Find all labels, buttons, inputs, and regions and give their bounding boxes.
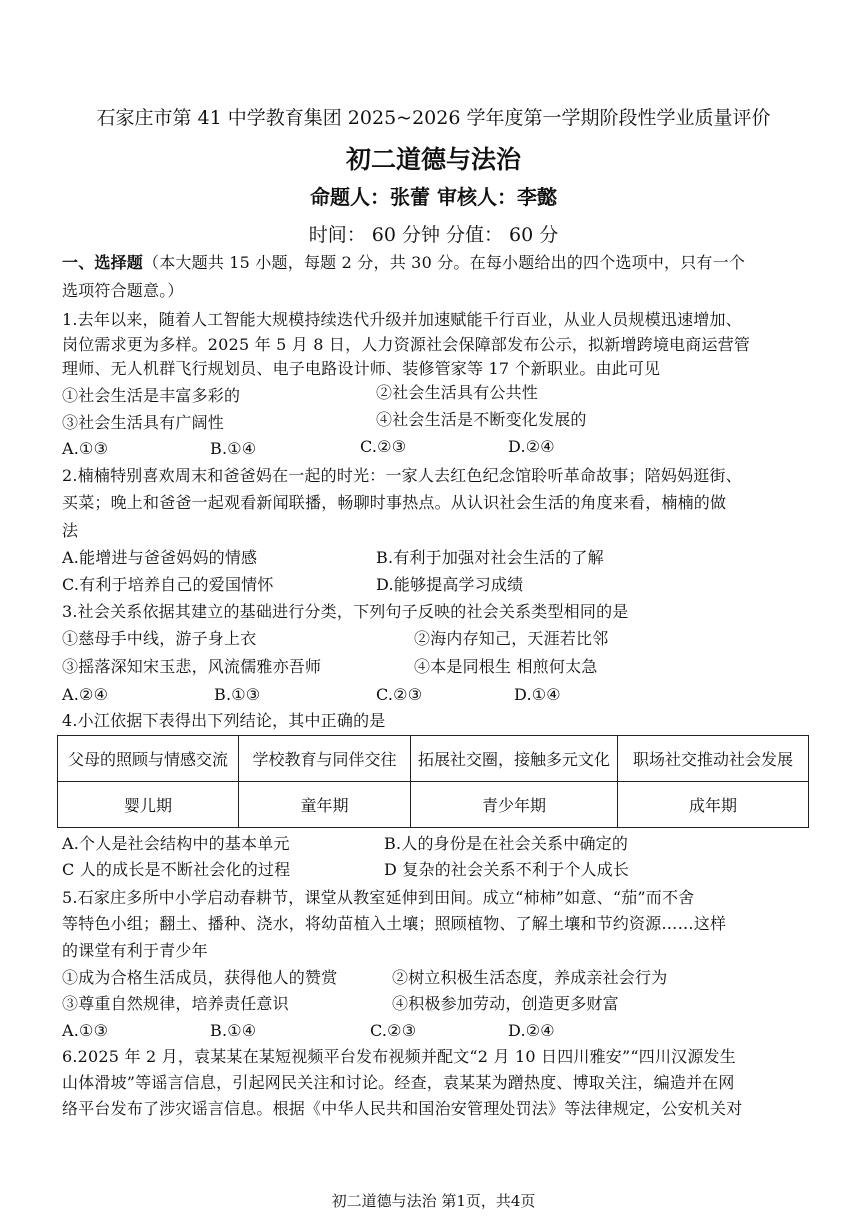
q4-stem-line-1: 4.小江依据下表得出下列结论，其中正确的是 <box>62 711 386 730</box>
time-score-line: 时间： 60 分钟 分值： 60 分 <box>308 224 559 246</box>
q4-table-cell: 青少年期 <box>411 782 618 828</box>
q4-option-a: A.个人是社会结构中的基本单元 <box>62 834 290 853</box>
q4-table-row-top <box>58 736 809 782</box>
q6-stem-line-3: 络平台发布了涉灾谣言信息。根据《中华人民共和国治安管理处罚法》等法律规定，公安机关对 <box>62 1099 743 1118</box>
q5-stem-line-3: 的课堂有利于青少年 <box>62 941 208 960</box>
q4-table <box>57 735 809 828</box>
q4-table-row-bottom <box>58 782 809 828</box>
q2-option-d: D.能够提高学习成绩 <box>376 575 524 594</box>
q3-stem-line-1: 3.社会关系依据其建立的基础进行分类，下列句子反映的社会关系类型相同的是 <box>62 602 629 621</box>
q2-option-b: B.有利于加强对社会生活的了解 <box>376 548 604 567</box>
q5-option-b: B.①④ <box>210 1021 257 1040</box>
q4-table-cell: 职场社交推动社会发展 <box>618 736 809 782</box>
q2-option-a: A.能增进与爸爸妈妈的情感 <box>62 548 258 567</box>
q4-table-cell: 拓展社交圈，接触多元文化 <box>411 736 618 782</box>
q4-table-cell: 成年期 <box>618 782 809 828</box>
q1-option-a: A.①③ <box>62 439 109 458</box>
section-heading: 一、选择题 <box>62 253 144 272</box>
q3-option-b: B.①③ <box>214 685 261 704</box>
q1-option-d: D.②④ <box>508 437 555 456</box>
section-intro-text: （本大题共 15 小题，每题 2 分，共 30 分。在每小题给出的四个选项中，只有一个 <box>143 253 746 272</box>
q5-stem-line-1: 5.石家庄多所中小学启动春耕节，课堂从教室延伸到田间。成立“柿柿”如意、“茄”而不舍 <box>62 888 695 907</box>
q4-option-b: B.人的身份是在社会关系中确定的 <box>384 834 629 853</box>
q5-option-d: D.②④ <box>508 1021 555 1040</box>
section-intro-line-2: 选项符合题意。） <box>62 281 184 300</box>
q4-table-cell: 婴儿期 <box>58 782 239 828</box>
q5-statement-1: ①成为合格生活成员，获得他人的赞赏 <box>62 968 338 987</box>
section-intro-line <box>62 252 745 274</box>
q1-stem-line-2: 岗位需求更为多样。2025 年 5 月 8 日，人力资源社会保障部发布公示，拟新增跨境电商运营管 <box>62 335 751 354</box>
q1-stem-line-3: 理师、无人机群飞行规划员、电子电路设计师、装修管家等 17 个新职业。由此可见 <box>62 359 661 378</box>
q4-option-d: D 复杂的社会关系不利于个人成长 <box>384 860 630 879</box>
q4-table-cell: 父母的照顾与情感交流 <box>58 736 239 782</box>
q5-option-a: A.①③ <box>62 1021 109 1040</box>
q5-stem-line-2: 等特色小组；翻土、播种、浇水，将幼苗植入土壤；照顾植物、了解土壤和节约资源……这样 <box>62 914 727 933</box>
q2-stem-line-2: 买菜；晚上和爸爸一起观看新闻联播，畅聊时事热点。从认识社会生活的角度来看，楠楠的做 <box>62 493 727 512</box>
q5-statement-2: ②树立积极生活态度，养成亲社会行为 <box>392 968 668 987</box>
q3-statement-3: ③摇落深知宋玉悲，风流儒雅亦吾师 <box>62 657 322 676</box>
q5-statement-3: ③尊重自然规律，培养责任意识 <box>62 994 289 1013</box>
q3-statement-2: ②海内存知己，天涯若比邻 <box>414 629 609 648</box>
authors-line: 命题人：张蕾 审核人：李懿 <box>310 185 557 209</box>
q2-option-c: C.有利于培养自己的爱国情怀 <box>62 575 274 594</box>
q1-statement-3: ③社会生活具有广阔性 <box>62 413 225 432</box>
subject-title: 初二道德与法治 <box>345 145 521 174</box>
q4-table-cell: 童年期 <box>239 782 411 828</box>
q4-table-cell: 学校教育与同伴交往 <box>239 736 411 782</box>
q3-option-a: A.②④ <box>62 685 109 704</box>
school-title: 石家庄市第 41 中学教育集团 2025~2026 学年度第一学期阶段性学业质量评价 <box>96 107 771 129</box>
q6-stem-line-1: 6.2025 年 2 月，袁某某在某短视频平台发布视频并配文“2 月 10 日四川雅安”“四川汉源发生 <box>62 1047 736 1066</box>
q3-statement-4: ④本是同根生 相煎何太急 <box>414 657 598 676</box>
q1-statement-1: ①社会生活是丰富多彩的 <box>62 386 241 405</box>
q3-option-c: C.②③ <box>376 685 423 704</box>
q5-statement-4: ④积极参加劳动，创造更多财富 <box>392 994 619 1013</box>
q2-stem-line-1: 2.楠楠特别喜欢周末和爸爸妈在一起的时光：一家人去红色纪念馆聆听革命故事；陪妈妈逛街、 <box>62 466 742 485</box>
q3-statement-1: ①慈母手中线，游子身上衣 <box>62 629 257 648</box>
q6-stem-line-2: 山体滑坡”等谣言信息，引起网民关注和讨论。经查，袁某某为蹭热度、博取关注，编造并在网 <box>62 1073 735 1092</box>
q1-statement-4: ④社会生活是不断变化发展的 <box>376 410 587 429</box>
q4-option-c: C 人的成长是不断社会化的过程 <box>62 860 291 879</box>
q1-option-c: C.②③ <box>360 437 407 456</box>
page-footer: 初二道德与法治 第1页，共4页 <box>331 1192 536 1210</box>
q1-option-b: B.①④ <box>210 439 257 458</box>
q2-stem-line-3: 法 <box>62 521 79 540</box>
q1-statement-2: ②社会生活具有公共性 <box>376 383 539 402</box>
q5-option-c: C.②③ <box>370 1021 417 1040</box>
q1-stem-line-1: 1.去年以来，随着人工智能大规模持续迭代升级并加速赋能千行百业，从业人员规模迅速增加、 <box>62 310 742 329</box>
q3-option-d: D.①④ <box>514 685 561 704</box>
